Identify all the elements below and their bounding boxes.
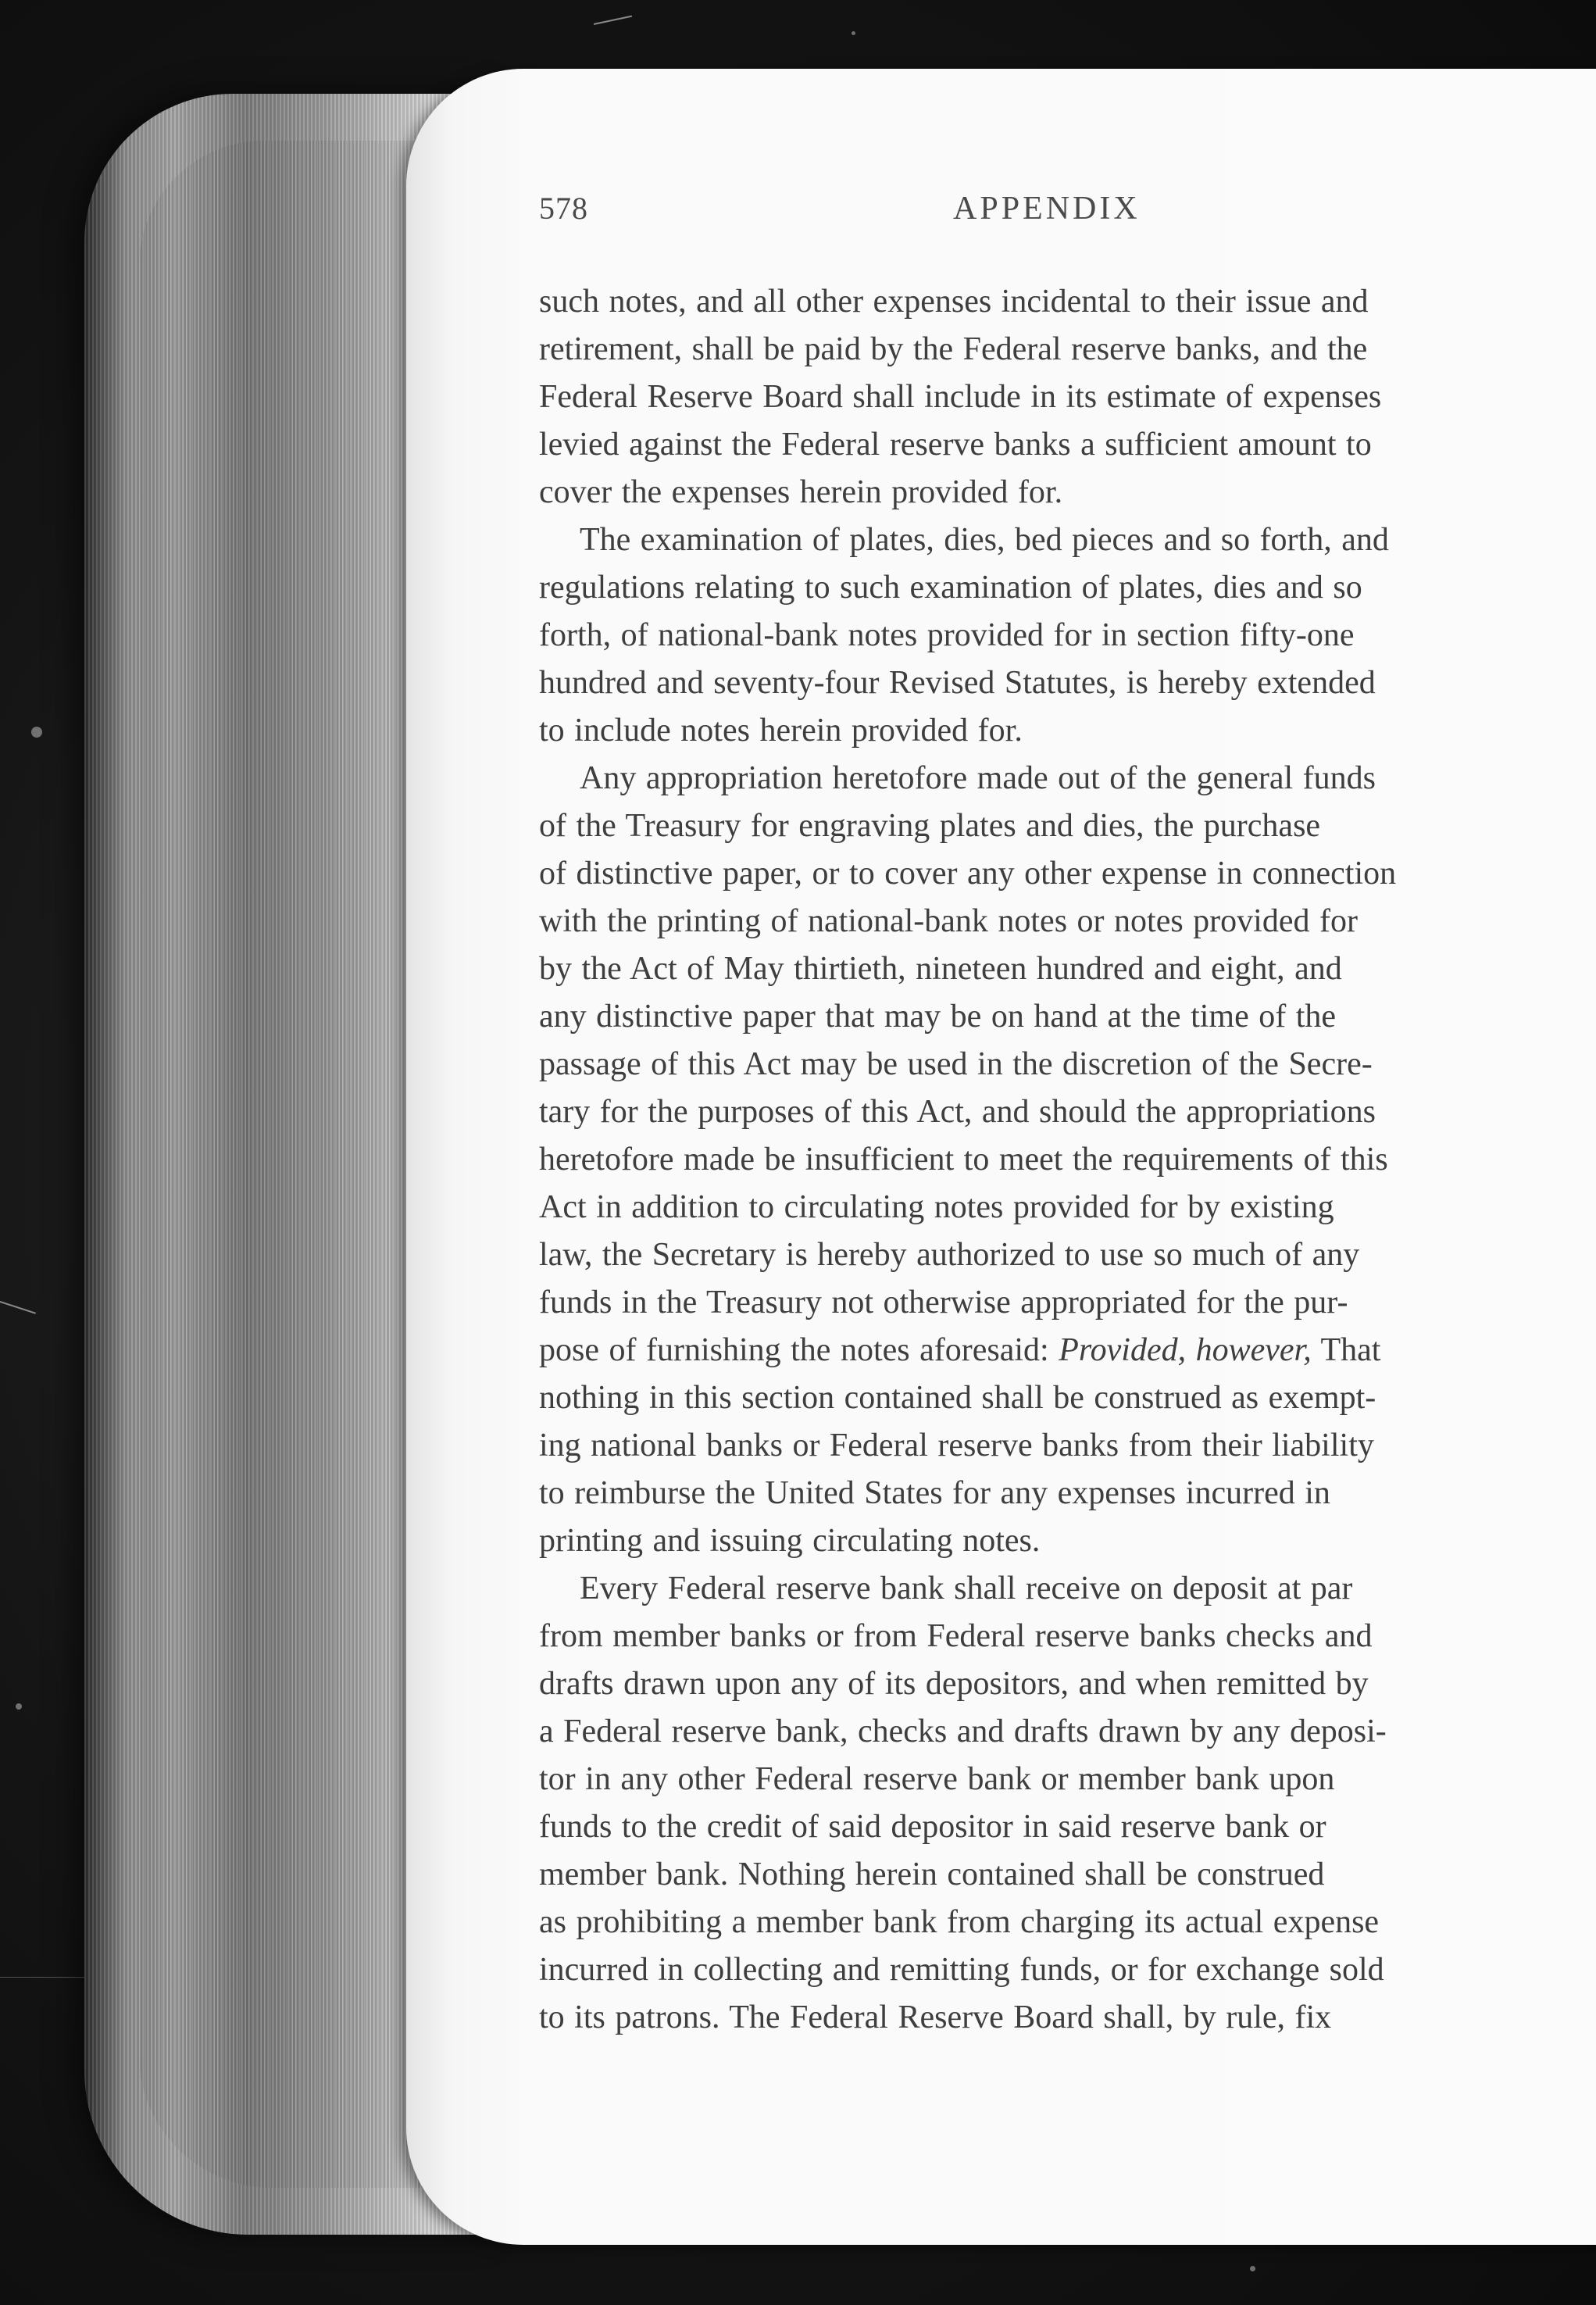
text-line: from member banks or from Federal reserve banks checks and [539, 1618, 1373, 1654]
text-line: heretofore made be insufficient to meet the requirements of this [539, 1142, 1388, 1178]
text-line: by the Act of May thirtieth, nineteen hundred and eight, and [539, 951, 1342, 987]
page-header [539, 190, 1596, 237]
paragraph-2 [539, 516, 1596, 755]
text-line: drafts drawn upon any of its depositors, and when remitted by [539, 1666, 1369, 1702]
text-line: Any appropriation heretofore made out of the general funds [580, 760, 1376, 796]
text-line: printing and issuing circulating notes. [539, 1523, 1041, 1559]
text-line: tor in any other Federal reserve bank or member bank upon [539, 1761, 1335, 1797]
text-line: Federal Reserve Board shall include in its estimate of expenses [539, 379, 1382, 415]
dust-speck [852, 31, 855, 35]
paragraph-1 [539, 278, 1596, 516]
text-line: passage of this Act may be used in the discretion of the Secre- [539, 1046, 1373, 1082]
text-line: member bank. Nothing herein contained shall be construed [539, 1857, 1325, 1892]
text-line: to reimburse the United States for any expenses incurred in [539, 1475, 1330, 1511]
proviso-italic: Provided, however, [1059, 1332, 1312, 1368]
text-line: levied against the Federal reserve banks a sufficient amount to [539, 427, 1372, 463]
text-segment: That [1320, 1332, 1381, 1368]
text-line: regulations relating to such examination of plates, dies and so [539, 570, 1362, 606]
text-line-with-proviso [539, 1327, 1596, 1374]
dust-speck [1250, 2266, 1255, 2271]
text-line: hundred and seventy-four Revised Statutes, is hereby extended [539, 665, 1376, 701]
text-line: of distinctive paper, or to cover any other expense in connection [539, 856, 1397, 892]
text-line: to include notes herein provided for. [539, 713, 1023, 749]
page-number: 578 [539, 191, 588, 226]
running-head: APPENDIX [953, 191, 1141, 227]
text-line: forth, of national-bank notes provided for in section fifty-one [539, 617, 1355, 653]
text-line: cover the expenses herein provided for. [539, 474, 1063, 510]
text-line: any distinctive paper that may be on hand at the time of the [539, 999, 1337, 1035]
dust-speck [16, 1703, 22, 1710]
film-scratch [0, 1301, 36, 1314]
text-line: ing national banks or Federal reserve banks from their liability [539, 1428, 1374, 1463]
text-line: The examination of plates, dies, bed pieces and so forth, and [580, 522, 1389, 558]
text-line: funds in the Treasury not otherwise appropriated for the pur- [539, 1285, 1348, 1320]
text-line: such notes, and all other expenses incidental to their issue and [539, 284, 1369, 320]
paragraph-4 [539, 1565, 1596, 2042]
book-page [406, 69, 1596, 2245]
text-line: tary for the purposes of this Act, and should the appropriations [539, 1094, 1376, 1130]
text-segment: pose of furnishing the notes aforesaid: [539, 1332, 1049, 1368]
text-line: with the printing of national-bank notes or notes provided for [539, 903, 1358, 939]
text-line: to its patrons. The Federal Reserve Board shall, by rule, fix [539, 1999, 1332, 2035]
text-line: funds to the credit of said depositor in said reserve bank or [539, 1809, 1326, 1845]
text-line: as prohibiting a member bank from charging its actual expense [539, 1904, 1380, 1940]
text-line: a Federal reserve bank, checks and drafts drawn by any deposi- [539, 1714, 1387, 1749]
text-line: of the Treasury for engraving plates and dies, the purchase [539, 808, 1321, 844]
text-line: nothing in this section contained shall be construed as exempt- [539, 1380, 1376, 1416]
text-line: Every Federal reserve bank shall receive on deposit at par [580, 1571, 1353, 1606]
body-text [539, 278, 1596, 2042]
text-line: incurred in collecting and remitting funds, or for exchange sold [539, 1952, 1384, 1988]
text-line: law, the Secretary is hereby authorized to use so much of any [539, 1237, 1360, 1273]
text-line: retirement, shall be paid by the Federal reserve banks, and the [539, 331, 1368, 367]
dust-speck [31, 727, 42, 738]
film-scratch [594, 16, 632, 25]
paragraph-3 [539, 755, 1596, 1565]
text-line: Act in addition to circulating notes provided for by existing [539, 1189, 1334, 1225]
